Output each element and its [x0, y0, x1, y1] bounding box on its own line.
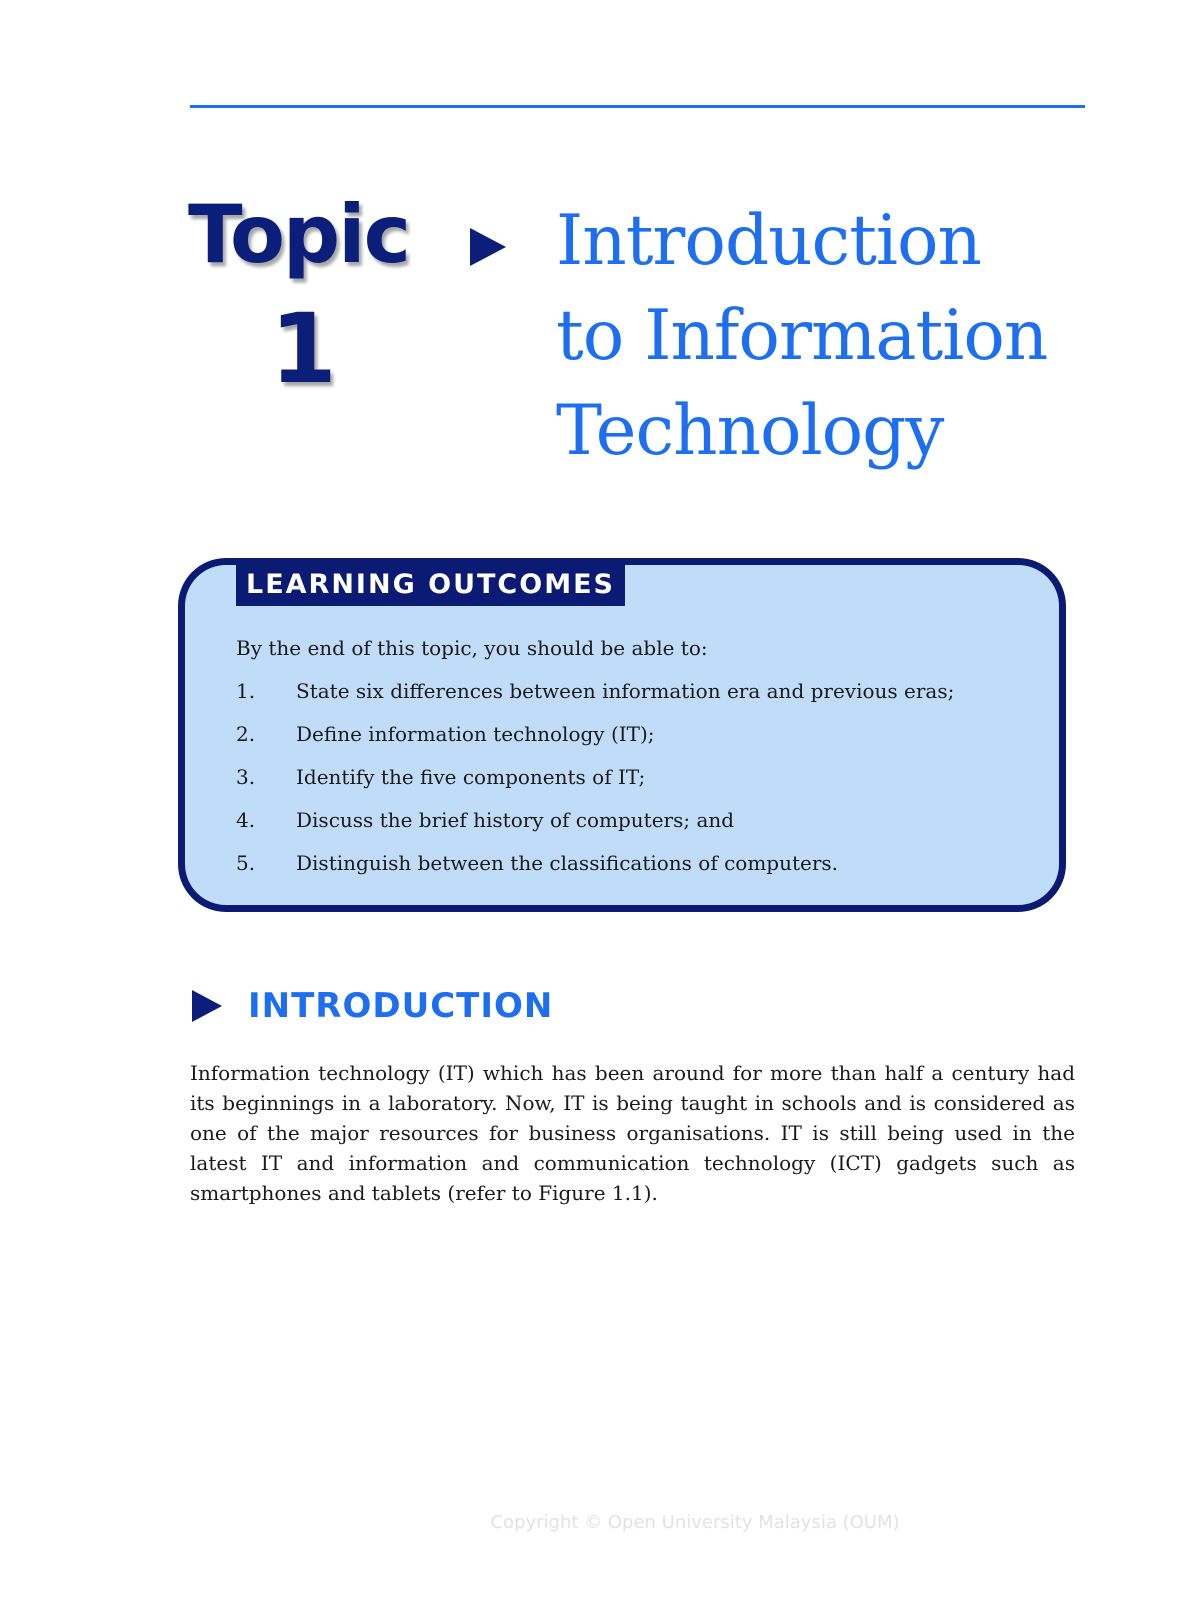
top-rule — [190, 105, 1085, 108]
list-item-number: 1. — [236, 679, 256, 703]
list-item-text: Identify the five components of IT; — [296, 765, 646, 789]
topic-title — [556, 194, 1116, 479]
learning-outcomes-list — [236, 679, 954, 894]
learning-outcomes-intro: By the end of this topic, you should be able to: — [236, 636, 708, 660]
topic-title-line: Introduction — [556, 201, 981, 281]
list-item-text: Distinguish between the classifications of computers. — [296, 851, 839, 875]
introduction-heading: INTRODUCTION — [248, 986, 554, 1026]
topic-word: Topic — [188, 188, 410, 281]
list-item-text: Discuss the brief history of computers; and — [296, 808, 735, 832]
topic-title-line: Technology — [556, 391, 944, 471]
list-item — [236, 679, 954, 722]
list-item-number: 5. — [236, 851, 256, 875]
list-item-number: 4. — [236, 808, 256, 832]
list-item-text: State six differences between information era and previous eras; — [296, 679, 955, 703]
introduction-paragraph: Information technology (IT) which has been around for more than half a century had its beginnings in a laboratory. Now, IT is being taught in schools and is considered as one of the major resources for business organisations. IT is still being used in the latest IT and information and communication technology (ICT) gadgets such as smartphones and tablets (refer to Figure 1.1). — [190, 1061, 1075, 1205]
learning-outcomes-heading: LEARNING OUTCOMES — [236, 564, 625, 606]
list-item — [236, 765, 954, 808]
list-item-text: Define information technology (IT); — [296, 722, 655, 746]
list-item-number: 2. — [236, 722, 256, 746]
topic-title-line: to Information — [556, 296, 1048, 376]
section-arrow-icon — [192, 990, 222, 1022]
title-arrow-icon — [470, 228, 506, 266]
list-item — [236, 808, 954, 851]
topic-label-block — [188, 190, 438, 404]
list-item-number: 3. — [236, 765, 256, 789]
list-item — [236, 851, 954, 894]
copyright-footer: Copyright © Open University Malaysia (OUM) — [490, 1512, 900, 1533]
list-item — [236, 722, 954, 765]
topic-number: 1 — [270, 293, 337, 405]
